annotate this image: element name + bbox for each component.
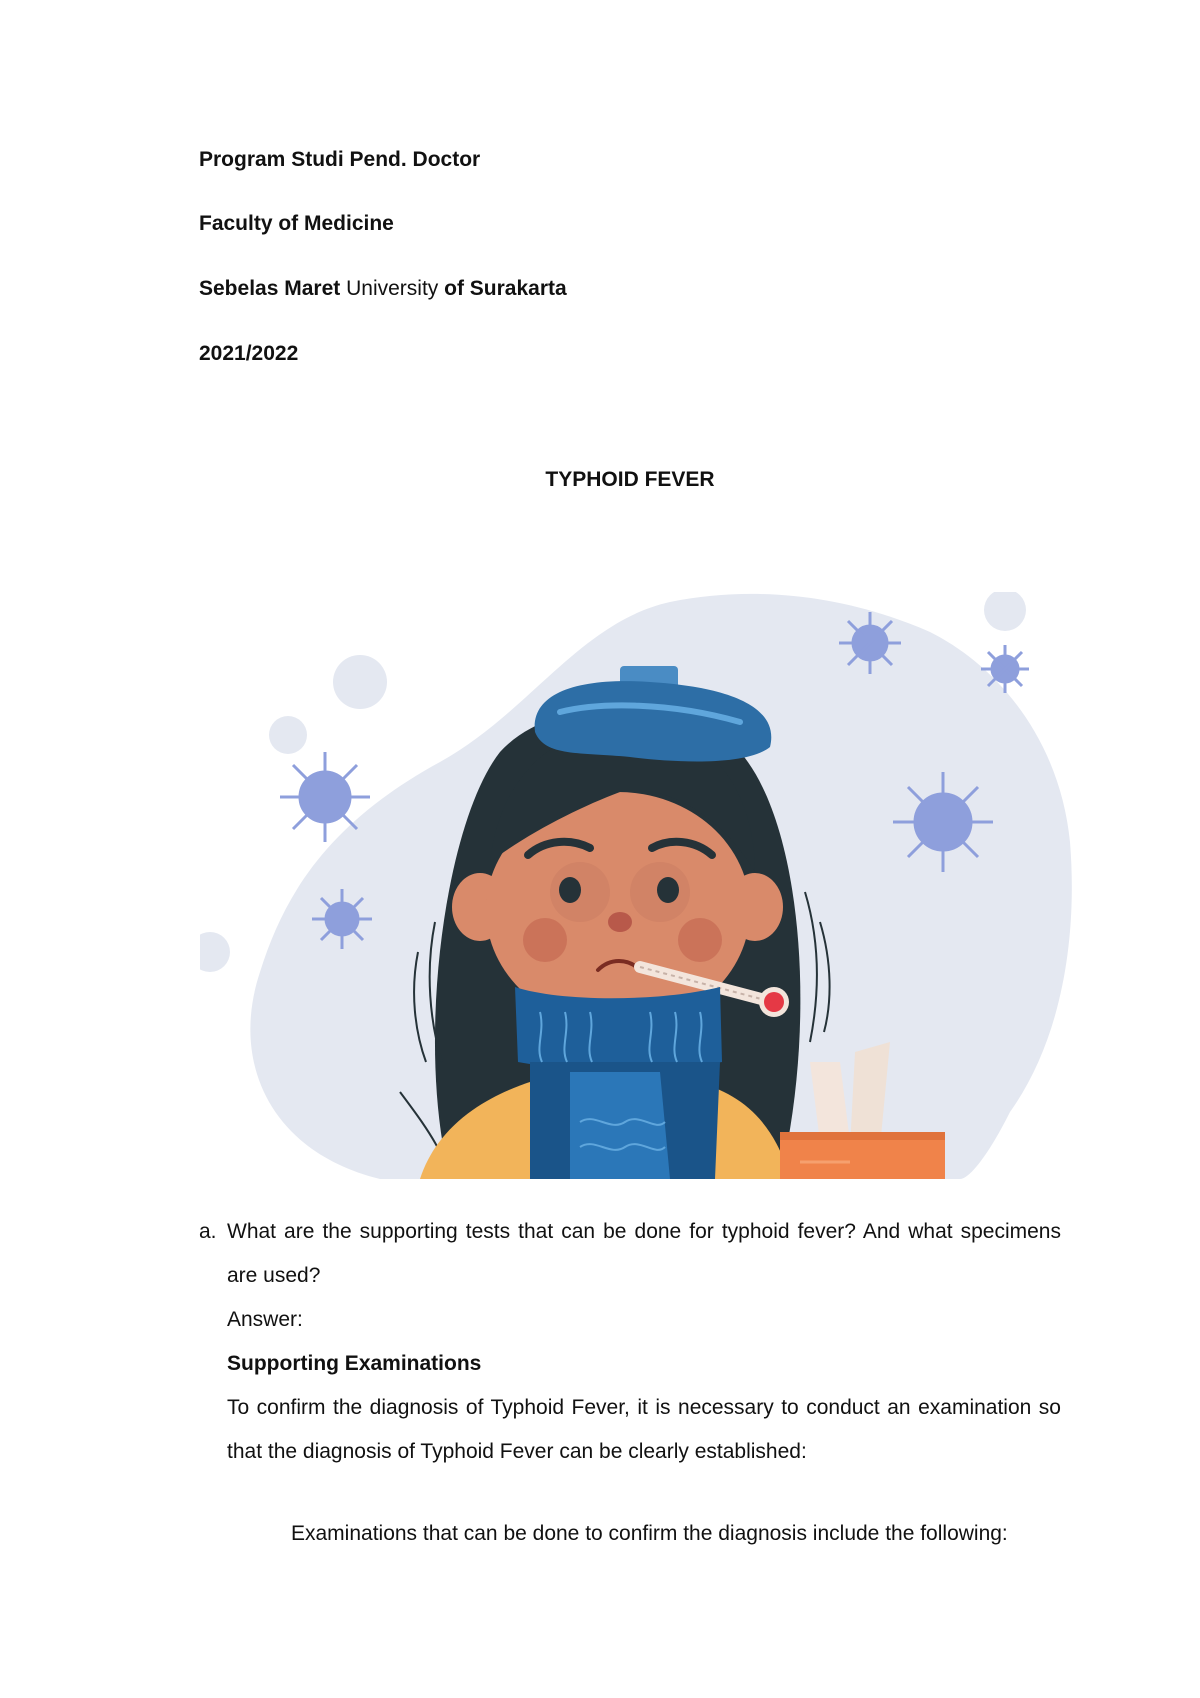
list-marker: a. xyxy=(199,1220,217,1243)
virus-icon xyxy=(981,645,1029,693)
university-name xyxy=(199,277,567,301)
examinations-intro: Examinations that can be done to confirm the diagnosis include the following: xyxy=(291,1522,1008,1545)
question-text: What are the supporting tests that can be done for typhoid fever? And what specimens are used? xyxy=(227,1220,1061,1287)
answer-paragraph: To confirm the diagnosis of Typhoid Fever, it is necessary to conduct an examination so that the diagnosis of Typhoid Fever can be clearly established: xyxy=(227,1396,1061,1463)
background-bubble xyxy=(269,716,307,754)
eye xyxy=(559,877,581,903)
program-name: Program Studi Pend. Doctor xyxy=(199,148,481,171)
question-block xyxy=(199,1210,1061,1474)
academic-year: 2021/2022 xyxy=(199,342,299,365)
background-bubble xyxy=(200,932,230,972)
answer-label: Answer: xyxy=(227,1308,303,1331)
sick-girl-illustration xyxy=(200,592,1075,1179)
background-bubble xyxy=(984,592,1026,631)
virus-icon xyxy=(312,889,372,949)
nose xyxy=(608,912,632,932)
virus-icon xyxy=(839,612,901,674)
university-name-part3: of Surakarta xyxy=(444,277,567,300)
cheek xyxy=(523,918,567,962)
university-name-part1: Sebelas Maret xyxy=(199,277,341,300)
eye xyxy=(657,877,679,903)
background-bubble xyxy=(333,655,387,709)
virus-icon xyxy=(893,772,993,872)
virus-icon xyxy=(280,752,370,842)
university-name-part2: University xyxy=(346,277,439,300)
cheek xyxy=(678,918,722,962)
background-bubble xyxy=(975,1037,1025,1087)
scarf xyxy=(515,987,722,1070)
faculty-name: Faculty of Medicine xyxy=(199,212,394,235)
section-heading: Supporting Examinations xyxy=(227,1352,482,1375)
document-title: TYPHOID FEVER xyxy=(545,468,715,491)
